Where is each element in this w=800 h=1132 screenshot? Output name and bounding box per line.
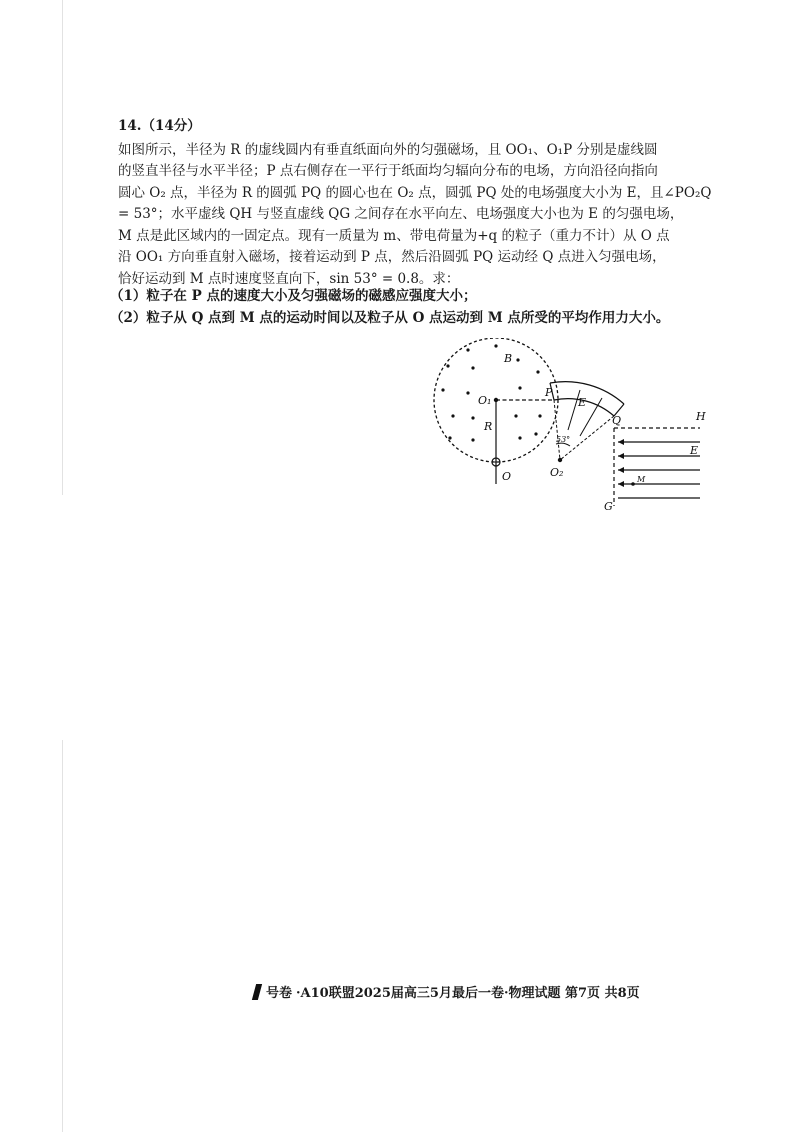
scan-edge-line	[62, 0, 63, 495]
scan-edge-line	[62, 740, 63, 1132]
outer-arc	[550, 382, 624, 404]
label-o: O	[502, 470, 512, 483]
label-o1: O₁	[478, 394, 492, 407]
field-lines-e	[618, 442, 700, 498]
diagram-svg	[428, 338, 718, 516]
point-m	[631, 482, 635, 486]
label-g: G	[604, 500, 613, 513]
statement-line: 如图所示，半径为 R 的虚线圆内有垂直纸面向外的匀强磁场，且 OO₁、O₁P 分别是虚线圆	[118, 141, 658, 158]
label-e-arc: E	[578, 396, 587, 409]
statement-line: 恰好运动到 M 点时速度竖直向下，sin 53° = 0.8。求：	[118, 270, 460, 287]
statement-line: 圆心 O₂ 点，半径为 R 的圆弧 PQ 的圆心也在 O₂ 点，圆弧 PQ 处的电场强度大小为 E，且∠PO₂Q	[118, 184, 712, 201]
label-r: R	[484, 420, 493, 433]
label-h: H	[696, 410, 706, 423]
statement-line: M 点是此区域内的一固定点。现有一质量为 m、带电荷量为+q 的粒子（重力不计）从 O 点	[118, 227, 670, 244]
label-e-field: E	[690, 444, 699, 457]
label-b: B	[504, 352, 513, 365]
problem-14	[118, 116, 718, 290]
footer-text: ·A10联盟2025届高三5月最后一卷·物理试题 第7页 共8页	[296, 986, 640, 1001]
question-2: （2）粒子从 Q 点到 M 点的运动时间以及粒子从 O 点运动到 M 点所受的平均作用力大小。	[110, 310, 670, 326]
statement-line: = 53°；水平虚线 QH 与竖直虚线 QG 之间存在水平向左、电场强度大小也为 E 的匀强电场，	[118, 206, 684, 222]
center-o2	[558, 458, 562, 462]
footer-brand: 号卷	[266, 986, 293, 1001]
problem-statement	[118, 140, 718, 291]
label-angle: 53°	[556, 435, 571, 444]
statement-line: 沿 OO₁ 方向垂直射入磁场，接着运动到 P 点，然后沿圆弧 PQ 运动经 Q 点进入匀强电场，	[118, 249, 666, 265]
page-footer	[254, 982, 640, 1001]
problem-number: 14.（14分）	[118, 118, 201, 134]
statement-line: 的竖直半径与水平半径；P 点右侧存在一平行于纸面均匀辐向分布的电场，方向沿径向指向	[118, 163, 658, 179]
label-q: Q	[612, 414, 622, 427]
label-m: M	[637, 475, 646, 484]
brand-logo-icon	[252, 984, 262, 1000]
question-1: （1）粒子在 P 点的速度大小及匀强磁场的磁感应强度大小；	[110, 288, 477, 304]
label-o2: O₂	[550, 466, 564, 479]
label-p: P	[545, 386, 553, 399]
field-arrows	[618, 439, 624, 487]
physics-diagram	[428, 338, 718, 516]
